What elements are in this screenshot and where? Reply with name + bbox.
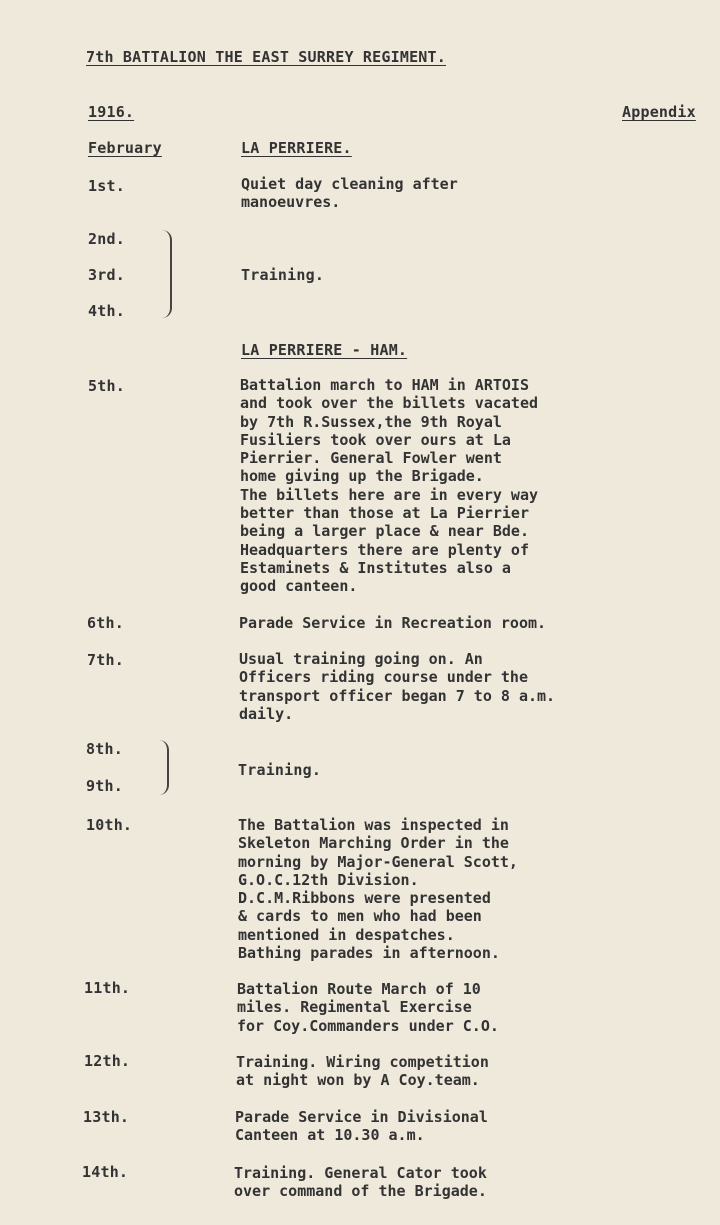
appendix-label: Appendix <box>622 103 696 121</box>
date-brace <box>159 740 169 795</box>
date-5th: 5th. <box>88 377 125 395</box>
month-heading: February <box>88 139 162 157</box>
entry-10th: The Battalion was inspected in Skeleton Marching Order in the morning by Major-General Scott, G.O.C.12th Division. D.C.M.Ribbons were presented & cards to men who had been mentioned in despatches. Bathing parades in afternoon. <box>238 816 518 963</box>
entry-8th-9th: Training. <box>238 761 322 779</box>
entry-6th: Parade Service in Recreation room. <box>239 614 547 632</box>
date-11th: 11th. <box>84 979 131 997</box>
entry-14th: Training. General Cator took over command of the Brigade. <box>234 1164 487 1201</box>
date-9th: 9th. <box>86 777 123 795</box>
date-4th: 4th. <box>88 302 125 320</box>
entry-1st: Quiet day cleaning after manoeuvres. <box>241 175 458 212</box>
date-brace <box>162 230 172 318</box>
entry-2nd-4th: Training. <box>241 266 325 284</box>
date-14th: 14th. <box>82 1163 129 1181</box>
entry-7th: Usual training going on. An Officers riding course under the transport officer began 7 to 8 a.m. daily. <box>239 650 556 723</box>
entry-11th: Battalion Route March of 10 miles. Regimental Exercise for Coy.Commanders under C.O. <box>237 980 499 1035</box>
location-heading-1: LA PERRIERE. <box>241 139 352 157</box>
date-12th: 12th. <box>84 1052 131 1070</box>
entry-5th: Battalion march to HAM in ARTOIS and took over the billets vacated by 7th R.Sussex,the 9th Royal Fusiliers took over ours at La Pierrier. General Fowler went home giving up the Brigade. The billets here are in every way better than those at La Pierrier being a larger place & near Bde. Headquarters there are plenty of Estaminets & Institutes also a good canteen. <box>240 376 539 596</box>
year-heading: 1916. <box>88 103 135 121</box>
entry-12th: Training. Wiring competition at night won by A Coy.team. <box>236 1053 489 1090</box>
entry-13th: Parade Service in Divisional Canteen at 10.30 a.m. <box>235 1108 488 1145</box>
date-10th: 10th. <box>86 816 133 834</box>
location-heading-2: LA PERRIERE - HAM. <box>241 341 408 359</box>
date-2nd: 2nd. <box>88 230 125 248</box>
date-6th: 6th. <box>87 614 124 632</box>
date-3rd: 3rd. <box>88 266 125 284</box>
date-8th: 8th. <box>86 740 123 758</box>
date-7th: 7th. <box>87 651 124 669</box>
date-13th: 13th. <box>83 1108 130 1126</box>
date-1st: 1st. <box>88 177 125 195</box>
document-title: 7th BATTALION THE EAST SURREY REGIMENT. <box>86 48 446 66</box>
